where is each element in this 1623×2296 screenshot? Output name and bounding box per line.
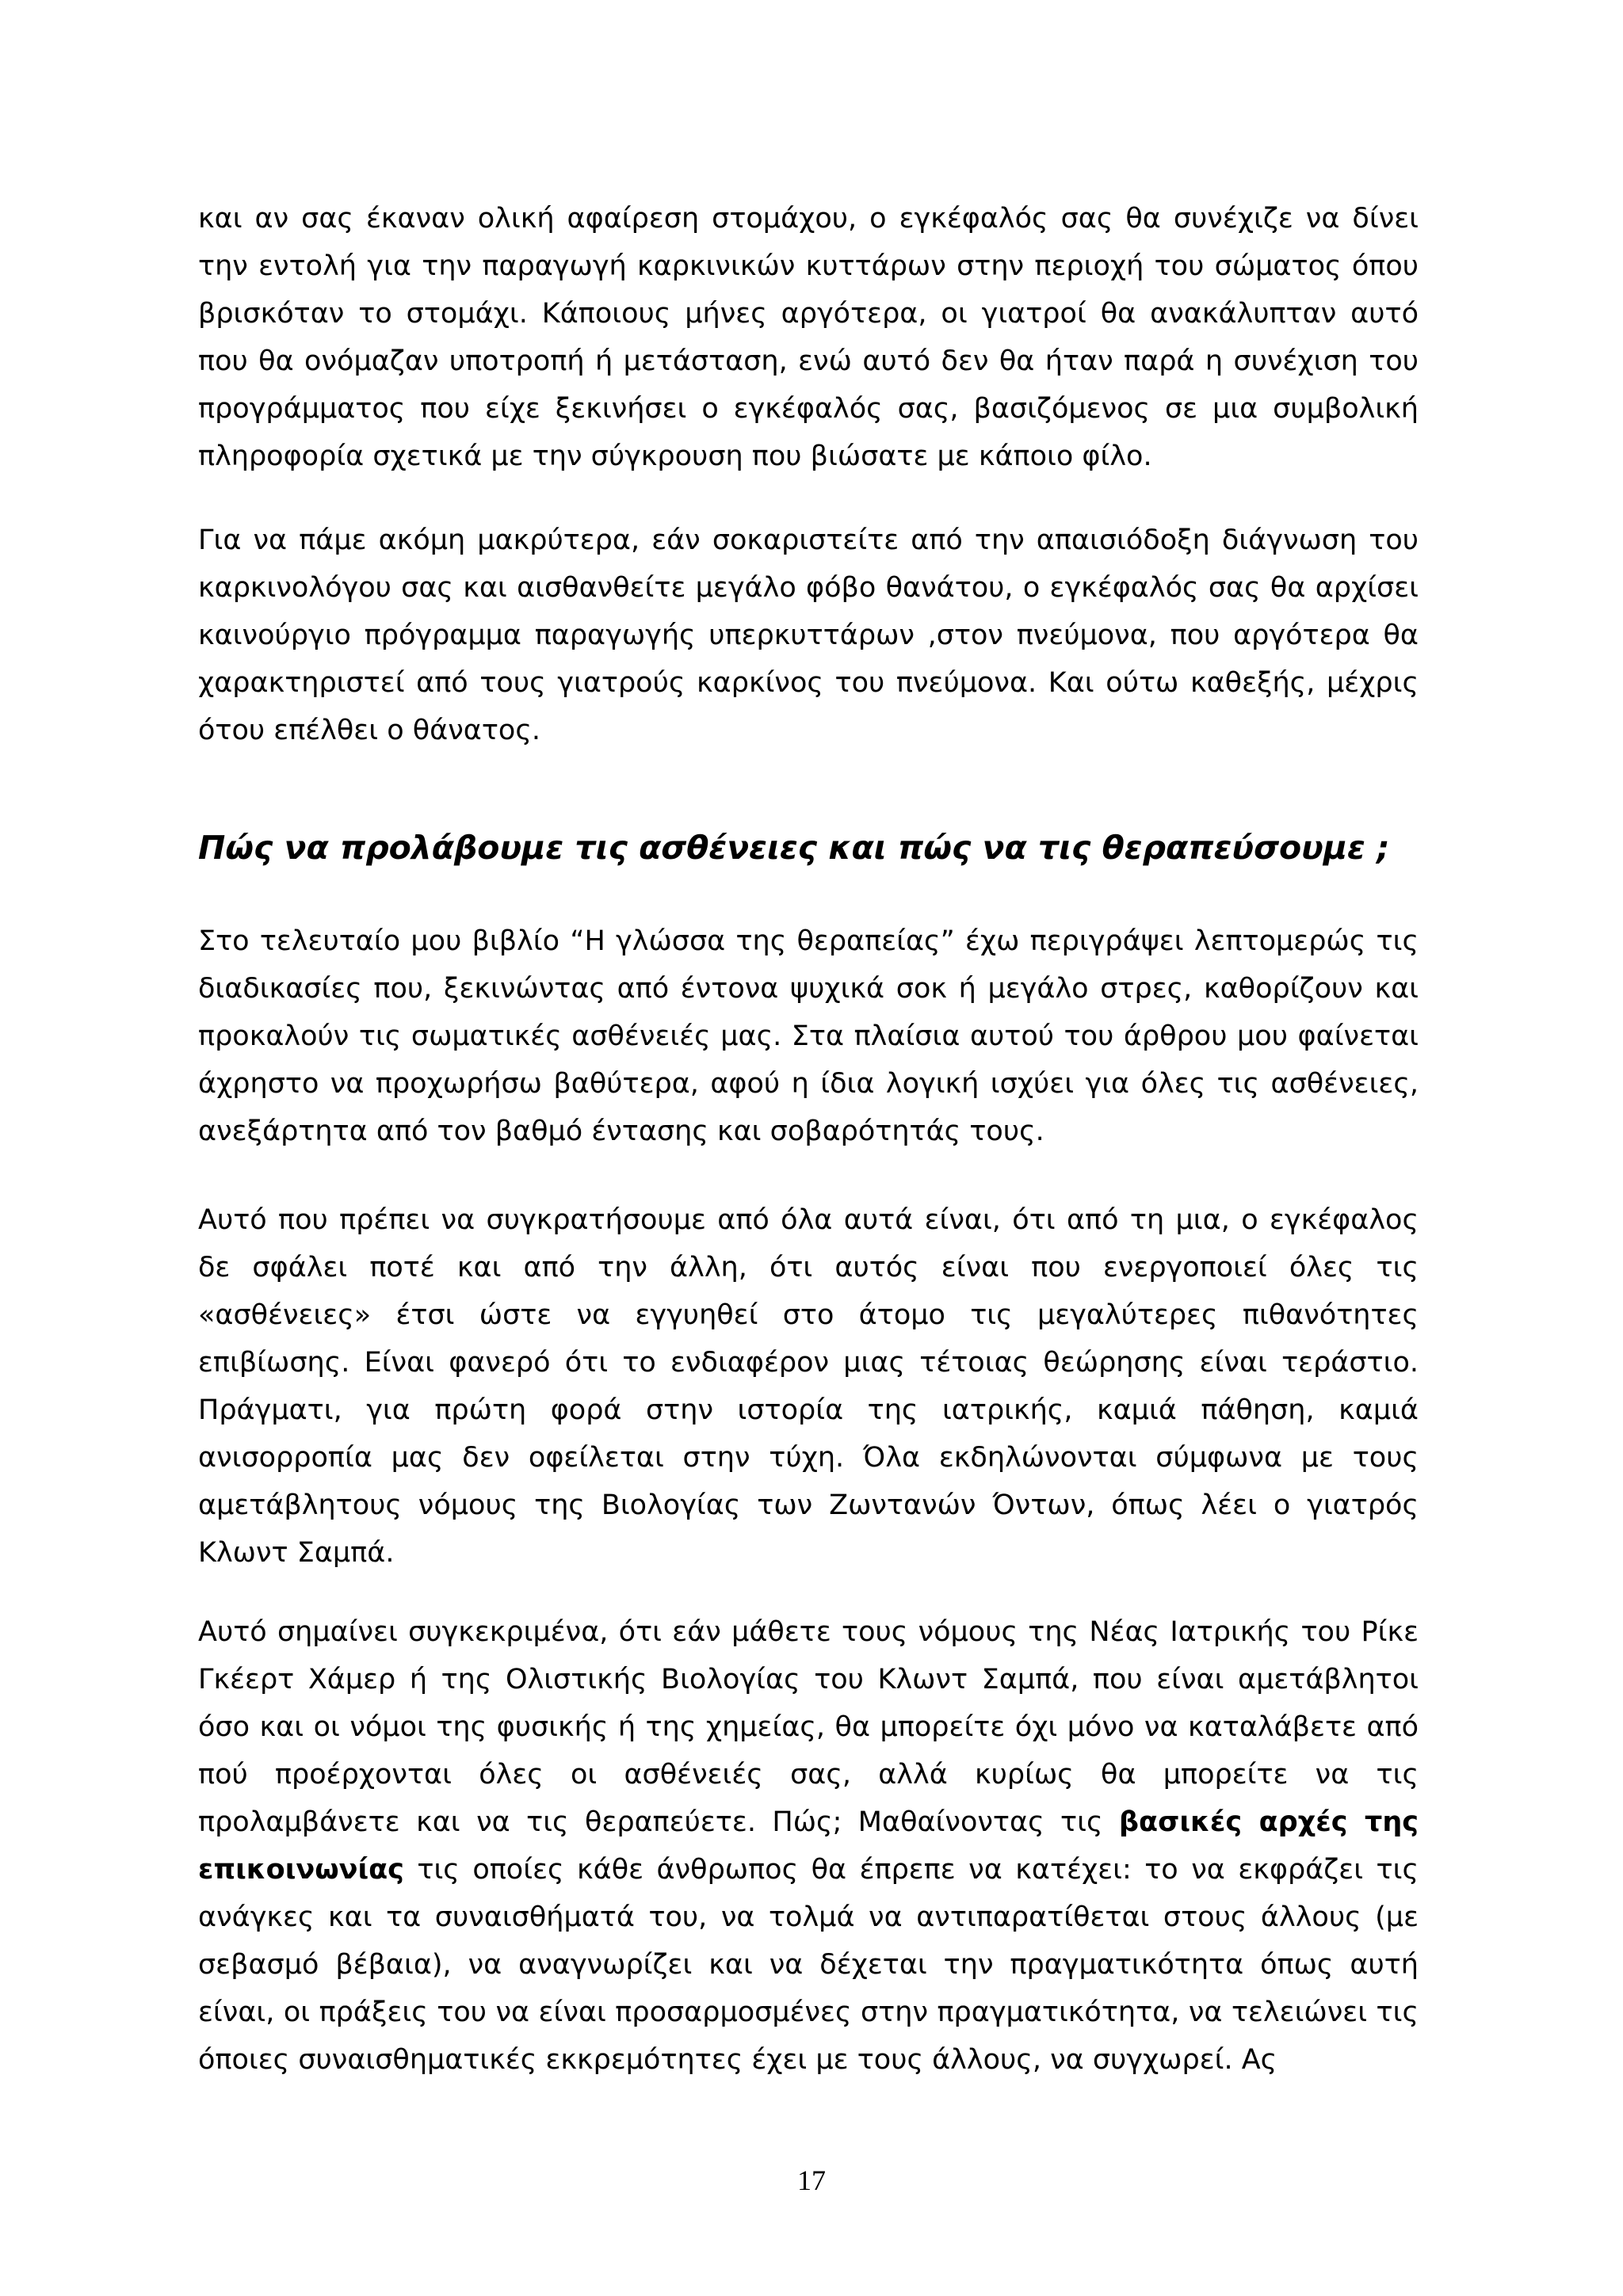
- page-number: 17: [797, 2164, 826, 2196]
- paragraph-text: Αυτό σημαίνει συγκεκριμένα, ότι εάν μάθετε τους νόμους της Νέας Ιατρικής του Ρίκε Γκέερτ Χάμερ ή της Ολιστικής Βιολογίας του Κλωντ Σαμπά, που είναι αμετάβλητοι όσο και οι νόμοι της φυσικής ή της χημείας, θα μπορείτε όχι μόνο να καταλάβετε από πού προέρχονται όλες οι ασθένειές σας, αλλά κυρίως θα μπορείτε να τις προλαμβάνετε και να τις θεραπεύετε. Πώς; Μαθαίνοντας τις: [198, 1616, 1419, 1838]
- body-paragraph: Για να πάμε ακόμη μακρύτερα, εάν σοκαριστείτε από την απαισιόδοξη διάγνωση του καρκινολόγου σας και αισθανθείτε μεγάλο φόβο θανάτου, ο εγκέφαλός σας θα αρχίσει καινούργιο πρόγραμμα παραγωγής υπερκυττάρων ,στον πνεύμονα, που αργότερα θα χαρακτηριστεί από τους γιατρούς καρκίνος του πνεύμονα. Και ούτω καθεξής, μέχρις ότου επέλθει ο θάνατος.: [198, 524, 1419, 746]
- paragraph-text: τις οποίες κάθε άνθρωπος θα έπρεπε να κατέχει: το να εκφράζει τις ανάγκες και τα συναισθήματά του, να τολμά να αντιπαρατίθεται στους άλλους (με σεβασμό βέβαια), να αναγνωρίζει και να δέχεται την πραγματικότητα όπως αυτή είναι, οι πράξεις του να είναι προσαρμοσμένες στην πραγματικότητα, να τελειώνει τις όποιες συναισθηματικές εκκρεμότητες έχει με τους άλλους, να συγχωρεί. Ας: [198, 1854, 1419, 2076]
- section-heading: Πώς να προλάβουμε τις ασθένειες και πώς να τις θεραπεύσουμε ;: [198, 829, 1390, 867]
- bold-phrase: βασικές αρχές της επικοινωνίας: [198, 1806, 1419, 1886]
- body-paragraph: Στο τελευταίο μου βιβλίο “Η γλώσσα της θεραπείας” έχω περιγράψει λεπτομερώς τις διαδικασίες που, ξεκινώντας από έντονα ψυχικά σοκ ή μεγάλο στρες, καθορίζουν και προκαλούν τις σωματικές ασθένειές μας. Στα πλαίσια αυτού του άρθρου μου φαίνεται άχρηστο να προχωρήσω βαθύτερα, αφού η ίδια λογική ισχύει για όλες τις ασθένειες, ανεξάρτητα από τον βαθμό έντασης και σοβαρότητάς τους.: [198, 925, 1419, 1147]
- body-paragraph: [198, 1608, 1419, 2084]
- body-paragraph: και αν σας έκαναν ολική αφαίρεση στομάχου, ο εγκέφαλός σας θα συνέχιζε να δίνει την εντολή για την παραγωγή καρκινικών κυττάρων στην περιοχή του σώματος όπου βρισκόταν το στομάχι. Κάποιους μήνες αργότερα, οι γιατροί θα ανακάλυπταν αυτό που θα ονόμαζαν υποτροπή ή μετάσταση, ενώ αυτό δεν θα ήταν παρά η συνέχιση του προγράμματος που είχε ξεκινήσει ο εγκέφαλός σας, βασιζόμενος σε μια συμβολική πληροφορία σχετικά με την σύγκρουση που βιώσατε με κάποιο φίλο.: [198, 203, 1419, 472]
- body-paragraph: Αυτό που πρέπει να συγκρατήσουμε από όλα αυτά είναι, ότι από τη μια, ο εγκέφαλος δε σφάλει ποτέ και από την άλλη, ότι αυτός είναι που ενεργοποιεί όλες τις «ασθένειες» έτσι ώστε να εγγυηθεί στο άτομο τις μεγαλύτερες πιθανότητες επιβίωσης. Είναι φανερό ότι το ενδιαφέρον μιας τέτοιας θεώρησης είναι τεράστιο. Πράγματι, για πρώτη φορά στην ιστορία της ιατρικής, καμιά πάθηση, καμιά ανισορροπία μας δεν οφείλεται στην τύχη. Όλα εκδηλώνονται σύμφωνα με τους αμετάβλητους νόμους της Βιολογίας των Ζωντανών Όντων, όπως λέει ο γιατρός Κλωντ Σαμπά.: [198, 1204, 1419, 1569]
